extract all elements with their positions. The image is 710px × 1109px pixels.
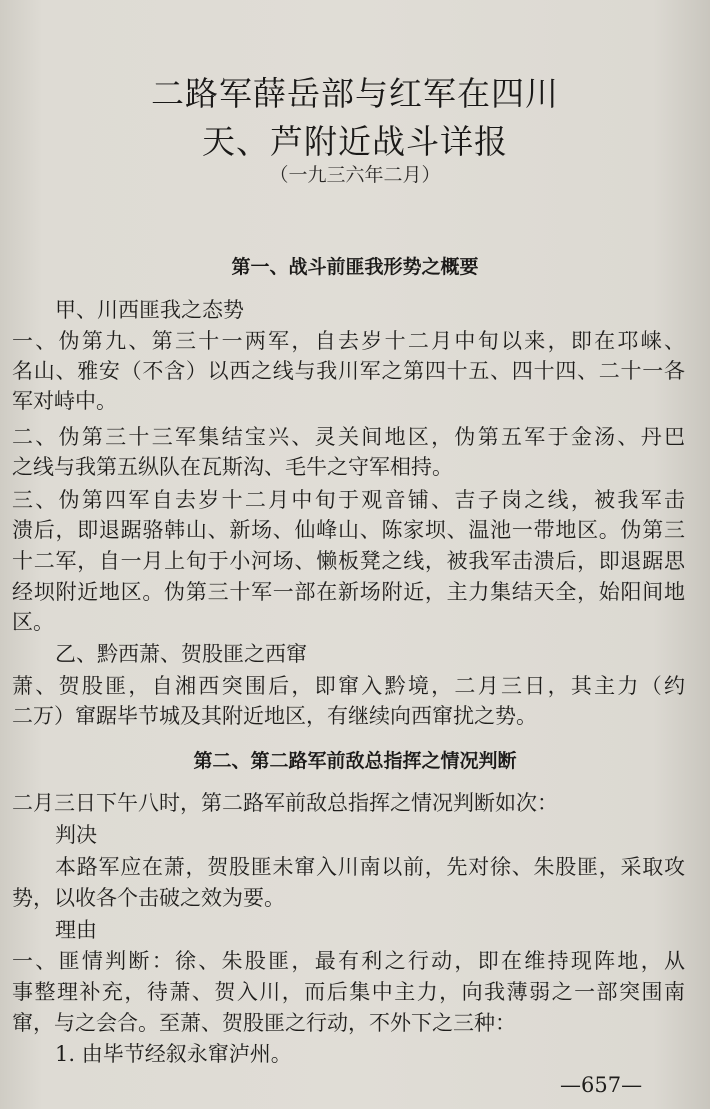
paragraph-line: 事整理补充，待萧、贺入川，而后集中主力，向我薄弱之一部突围南 (12, 980, 685, 1004)
paragraph-line: 十二军，自一月上旬于小河场、懒板凳之线，被我军击溃后，即退踞思 (12, 549, 685, 573)
paragraph-line: 二万）窜踞毕节城及其附近地区，有继续向西窜扰之势。 (12, 704, 537, 728)
paragraph-line: 名山、雅安（不含）以西之线与我川军之第四十五、四十四、二十一各 (12, 359, 685, 383)
judgment-label: 判决 (55, 823, 97, 847)
subheading-a: 甲、川西匪我之态势 (55, 298, 244, 322)
section1-heading: 第一、战斗前匪我形势之概要 (231, 256, 479, 278)
paragraph-line: 区。 (12, 610, 54, 634)
paragraph-line: 一、匪情判断：徐、朱股匪，最有利之行动，即在维持现阵地，从 (12, 949, 685, 973)
paragraph-line: 二、伪第三十三军集结宝兴、灵关间地区，伪第五军于金汤、丹巴 (12, 425, 685, 449)
paragraph-line: 窜，与之会合。至萧、贺股匪之行动，不外下之三种： (12, 1011, 516, 1035)
paragraph-line: 经坝附近地区。伪第三十军一部在新场附近，主力集结天全，始阳间地 (12, 580, 685, 604)
document-title-line1: 二路军薛岳部与红军在四川 (151, 74, 559, 113)
paragraph-line: 二月三日下午八时，第二路军前敌总指挥之情况判断如次： (12, 791, 558, 815)
list-item: 1. 由毕节经叙永窜泸州。 (55, 1042, 292, 1066)
paragraph-line: 之线与我第五纵队在瓦斯沟、毛牛之守军相持。 (12, 455, 453, 479)
paragraph-line: 一、伪第九、第三十一两军，自去岁十二月中旬以来，即在邛崃、 (12, 329, 685, 353)
subheading-b: 乙、黔西萧、贺股匪之西窜 (55, 642, 307, 666)
paragraph-line: 萧、贺股匪，自湘西突围后，即窜入黔境，二月三日，其主力（约 (12, 674, 685, 698)
section2-heading: 第二、第二路军前敌总指挥之情况判断 (193, 750, 517, 772)
paragraph-line: 三、伪第四军自去岁十二月中旬于观音铺、吉子岗之线，被我军击 (12, 488, 685, 512)
paragraph-line: 本路军应在萧，贺股匪未窜入川南以前，先对徐、朱股匪，采取攻 (55, 855, 685, 879)
paragraph-line: 溃后，即退踞骆韩山、新场、仙峰山、陈家坝、温池一带地区。伪第三 (12, 518, 685, 542)
reason-label: 理由 (55, 918, 97, 942)
paragraph-line: 军对峙中。 (12, 389, 117, 413)
document-date: （一九三六年二月） (269, 164, 441, 186)
paragraph-line: 势，以收各个击破之效为要。 (12, 886, 285, 910)
document-title-line2: 天、芦附近战斗详报 (202, 122, 508, 161)
page-number: —657— (560, 1073, 643, 1097)
